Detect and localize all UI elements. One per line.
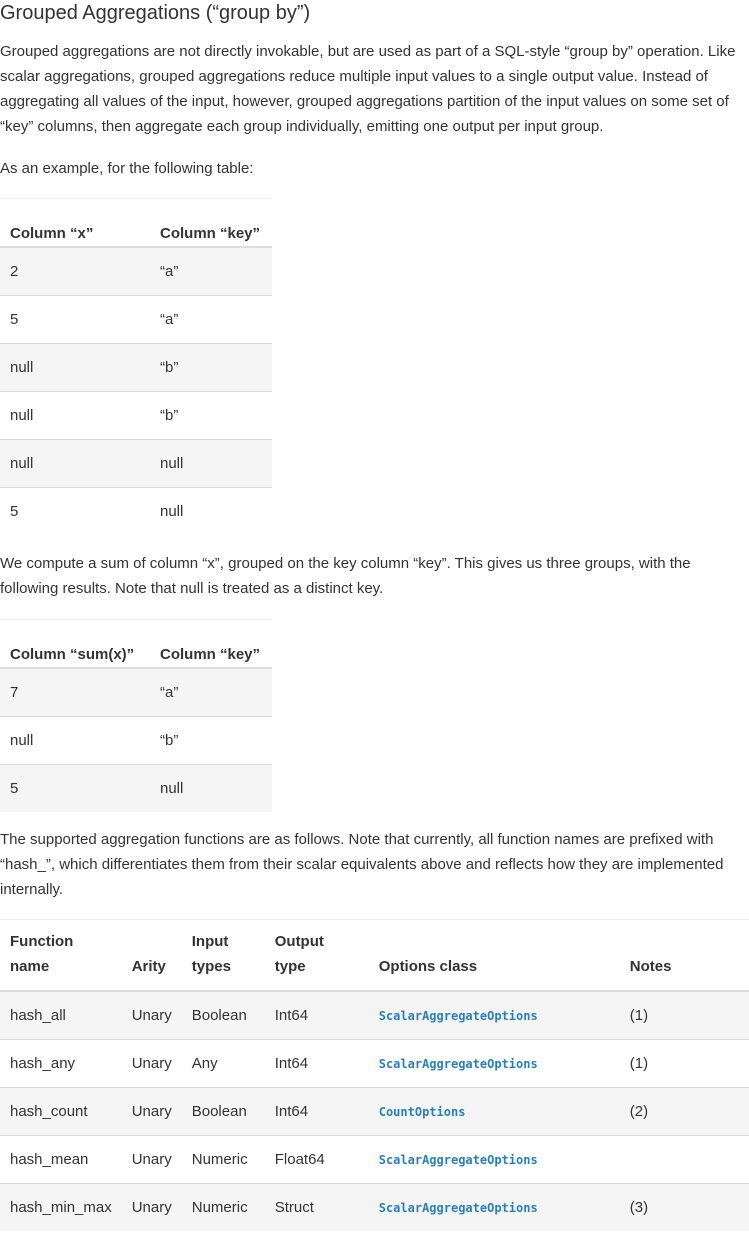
table-row [0,1135,749,1183]
table-header-row [0,199,272,248]
table-cell: hash_all [0,991,122,1040]
table-cell: hash_mean [0,1135,122,1183]
table-cell: hash_min_max [0,1183,122,1231]
table-row [0,296,272,344]
table-row [0,1183,749,1231]
table-cell: hash_any [0,1039,122,1087]
table-row [0,991,749,1040]
column-header: Notes [620,920,749,991]
table-cell: null [150,765,272,813]
table-cell: null [0,717,150,765]
table-cell [369,1039,620,1087]
table-cell: Unary [122,1183,182,1231]
table-header-row [0,620,272,669]
table-cell: (2) [620,1087,749,1135]
table-cell: Int64 [265,1087,369,1135]
column-header: Column “key” [150,199,272,248]
table-row [0,488,272,536]
table-row [0,247,272,296]
table-cell: “b” [150,392,272,440]
table-cell: Unary [122,1039,182,1087]
table-cell: Unary [122,1087,182,1135]
table-row [0,668,272,717]
table-cell: Int64 [265,1039,369,1087]
table-row [0,765,272,813]
table-row [0,717,272,765]
table-cell: “a” [150,668,272,717]
column-header: Output type [265,920,369,991]
table-cell: null [150,488,272,536]
column-header: Function name [0,920,122,991]
table-cell: Numeric [182,1183,265,1231]
table-cell: null [0,440,150,488]
table-cell: Boolean [182,991,265,1040]
table-cell: “a” [150,296,272,344]
table-row [0,392,272,440]
table-cell: 5 [0,488,150,536]
table-cell: 5 [0,765,150,813]
table-cell: null [0,344,150,392]
table-cell: Struct [265,1183,369,1231]
table-row [0,344,272,392]
table-cell [369,1183,620,1231]
column-header: Column “sum(x)” [0,620,150,669]
table-cell: Numeric [182,1135,265,1183]
table-cell: (1) [620,1039,749,1087]
table-cell: null [0,392,150,440]
table-row [0,1039,749,1087]
input-table [0,198,272,535]
table-cell: (1) [620,991,749,1040]
table-cell: Float64 [265,1135,369,1183]
options-class-link[interactable]: ScalarAggregateOptions [378,1200,538,1215]
table-cell: Unary [122,991,182,1040]
options-class-link[interactable]: ScalarAggregateOptions [378,1008,538,1023]
table-cell: null [150,440,272,488]
result-table [0,619,272,812]
table-header-row [0,920,749,991]
functions-table [0,919,749,1231]
column-header: Arity [122,920,182,991]
table-cell: “a” [150,247,272,296]
table-row [0,440,272,488]
column-header: Column “key” [150,620,272,669]
table-cell: Int64 [265,991,369,1040]
column-header: Column “x” [0,199,150,248]
supported-paragraph: The supported aggregation functions are as follows. Note that currently, all function names are prefixed with “hash_”, which differentiates them from their scalar equivalents above and reflects how they are implemented internally. [0,831,724,898]
table-cell: “b” [150,344,272,392]
table-cell: (3) [620,1183,749,1231]
table-cell [620,1135,749,1183]
intro-paragraph: Grouped aggregations are not directly invokable, but are used as part of a SQL-style “group by” operation. Like scalar aggregations, grouped aggregations reduce multiple input values to a single output value. Instead of aggregating all values of the input, however, grouped aggregations partition of the input values on some set of “key” columns, then aggregate each group individually, emitting one output per input group. [0,43,736,135]
table-cell: “b” [150,717,272,765]
table-cell: 2 [0,247,150,296]
table-row [0,1087,749,1135]
table-cell: Unary [122,1135,182,1183]
table-cell [369,1087,620,1135]
options-class-link[interactable]: ScalarAggregateOptions [378,1152,538,1167]
compute-paragraph: We compute a sum of column “x”, grouped on the key column “key”. This gives us three groups, with the following results. Note that null is treated as a distinct key. [0,555,691,597]
table-cell [369,991,620,1040]
table-cell [369,1135,620,1183]
column-header: Input types [182,920,265,991]
section-heading: Grouped Aggregations (“group by”) [0,2,311,24]
options-class-link[interactable]: CountOptions [378,1104,466,1119]
table-cell: Any [182,1039,265,1087]
table-cell: 5 [0,296,150,344]
table-cell: 7 [0,668,150,717]
options-class-link[interactable]: ScalarAggregateOptions [378,1056,538,1071]
table-cell: Boolean [182,1087,265,1135]
column-header: Options class [369,920,620,991]
example-intro: As an example, for the following table: [0,160,254,177]
table-cell: hash_count [0,1087,122,1135]
